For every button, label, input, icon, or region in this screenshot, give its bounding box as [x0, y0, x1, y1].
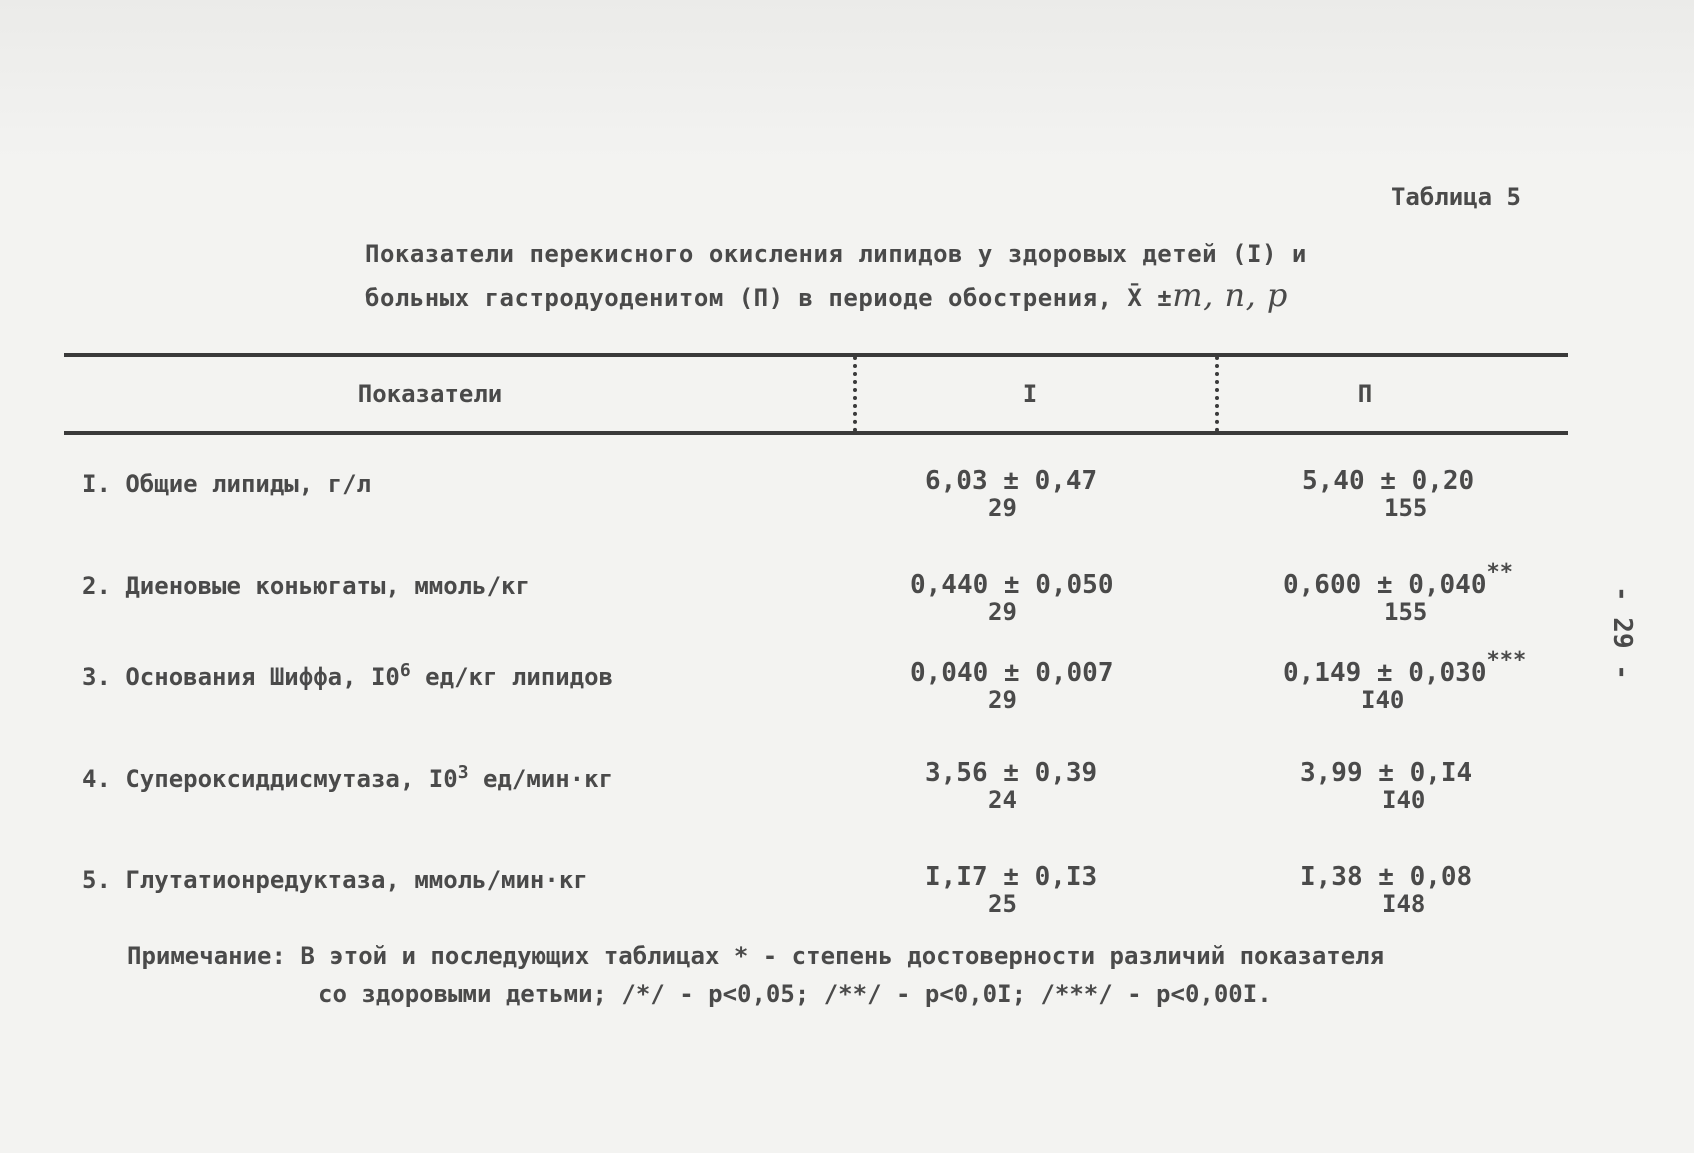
- value-mean: 3,56 ± 0,39: [925, 758, 1098, 788]
- scan-background: [0, 0, 1694, 160]
- sample-size: 155: [1384, 598, 1428, 626]
- value-mean: 5,40 ± 0,20: [1302, 466, 1475, 496]
- header-group-2: П: [1357, 380, 1373, 408]
- sample-size: 25: [988, 890, 1017, 918]
- value-mean: 0,149 ± 0,030: [1283, 658, 1487, 688]
- value-mean: 0,040 ± 0,007: [910, 658, 1114, 688]
- row-label-text: 4. Супероксиддисмутаза, I0: [82, 765, 458, 793]
- row-4-group-1: [925, 758, 1098, 814]
- value-mean: 3,99 ± 0,I4: [1300, 758, 1473, 788]
- row-label-unit: ед/мин·кг: [468, 765, 614, 793]
- row-5-group-1: [925, 862, 1098, 918]
- column-separator-2: [1215, 356, 1219, 432]
- sample-size: I48: [1382, 890, 1426, 918]
- row-3-group-1: [910, 658, 1114, 714]
- row-label-4: [82, 762, 613, 793]
- sample-size: 29: [988, 598, 1017, 626]
- header-indicators: Показатели: [357, 380, 503, 408]
- row-1-group-2: [1302, 466, 1475, 522]
- row-3-group-2: [1283, 648, 1527, 714]
- value-mean: 0,600 ± 0,040: [1283, 570, 1487, 600]
- header-group-1: I: [1022, 380, 1038, 408]
- row-1-group-1: [925, 466, 1098, 522]
- sample-size: 29: [988, 494, 1017, 522]
- row-label-1: [82, 470, 371, 498]
- significance-marker: ***: [1486, 648, 1527, 673]
- table-caption-line-2: [365, 276, 1385, 314]
- row-label-text: 2. Диеновые коньюгаты, ммоль/кг: [82, 572, 530, 600]
- table-caption-line-1: [365, 240, 1385, 268]
- row-label-text: 5. Глутатионредуктаза, ммоль/мин·кг: [82, 866, 588, 894]
- row-2-group-1: [910, 570, 1114, 626]
- table-note-line-2: со здоровыми детьми; /*/ - p<0,05; /**/ - p<0,0I; /***/ - p<0,00I.: [318, 980, 1272, 1008]
- row-4-group-2: [1300, 758, 1473, 814]
- value-mean: I,38 ± 0,08: [1300, 862, 1473, 892]
- sample-size: I40: [1382, 786, 1426, 814]
- sample-size: I40: [1361, 686, 1405, 714]
- row-label-5: [82, 866, 588, 894]
- handwritten-annotation: m, n, p: [1172, 276, 1288, 314]
- row-label-text: 3. Основания Шиффа, I0: [82, 663, 400, 691]
- page-number: - 29 -: [1607, 586, 1637, 680]
- value-mean: 6,03 ± 0,47: [925, 466, 1098, 496]
- column-separator-1: [853, 356, 857, 432]
- table-top-rule: [64, 353, 1568, 357]
- row-label-unit: ед/кг липидов: [410, 663, 614, 691]
- significance-marker: **: [1486, 560, 1513, 585]
- row-5-group-2: [1300, 862, 1473, 918]
- table-header-rule: [64, 431, 1568, 435]
- caption-text-1: Показатели перекисного окисления липидов у здоровых детей (I) и: [365, 240, 1307, 268]
- row-label-3: [82, 660, 613, 691]
- table-number: Таблица 5: [1390, 183, 1521, 211]
- table-note-line-1: Примечание: В этой и последующих таблицах * - степень достоверности различий показателя: [127, 942, 1385, 970]
- exponent: 3: [457, 762, 469, 783]
- sample-size: 29: [988, 686, 1017, 714]
- row-label-text: I. Общие липиды, г/л: [82, 470, 371, 498]
- value-mean: I,I7 ± 0,I3: [925, 862, 1098, 892]
- exponent: 6: [399, 660, 411, 681]
- row-label-2: [82, 572, 530, 600]
- sample-size: 24: [988, 786, 1017, 814]
- sample-size: 155: [1384, 494, 1428, 522]
- value-mean: 0,440 ± 0,050: [910, 570, 1114, 600]
- row-2-group-2: [1283, 560, 1513, 626]
- caption-text-2: больных гастродуоденитом (П) в периоде обострения, X̄ ±: [365, 284, 1173, 312]
